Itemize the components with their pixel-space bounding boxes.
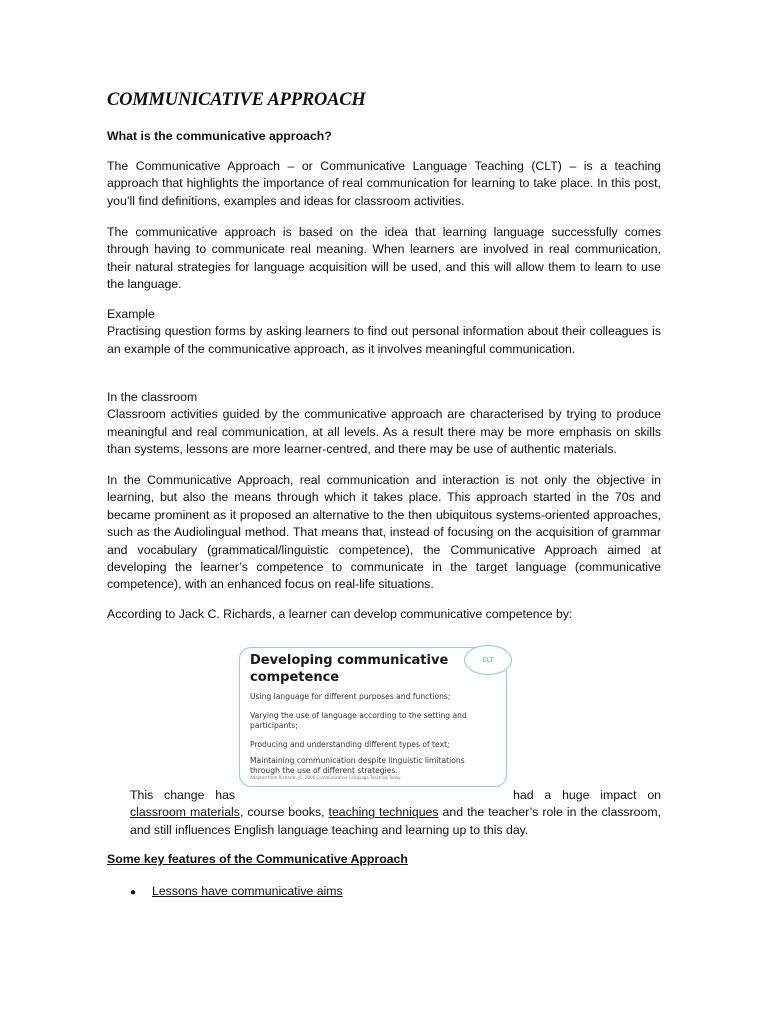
figure-source: Adapted from Richards, JC. 2006 Communicative Language Teaching Today [250,775,401,780]
bullet-text[interactable]: Lessons have communicative aims [152,884,343,898]
figure-item: Producing and understanding different types of text; [250,740,450,749]
teaching-techniques-link[interactable]: teaching techniques [328,805,439,820]
paragraph-history: In the Communicative Approach, real communication and interaction is not only the objective in learning, but also the means through which it takes place. This approach started in the 70s and became prominent as it proposed an alternative to the then ubiquitous systems-oriented approaches, such as the Audiolingual method. That means that, instead of focusing on the acquisition of grammar and vocabulary (grammatical/linguistic competence), the Communicative Approach aimed at developing the learner’s competence to communicate in the target language (communicative competence), with an enhanced focus on real-life situations. [107,473,661,592]
paragraph-basis: The communicative approach is based on the idea that learning language successfully comes through having to communicate real meaning. When learners are involved in real communication, their natural strategies for language acquisition will be used, and this will allow them to learn to use the language. [107,225,661,292]
classroom-heading: In the classroom [107,390,198,404]
example-text: Practising question forms by asking learners to find out personal information about their colleagues is an example of the communicative approach, as it involves meaningful communication. [107,324,661,356]
question-heading: What is the communicative approach? [107,129,332,143]
example-heading: Example [107,307,155,321]
page-title: COMMUNICATIVE APPROACH [107,90,366,110]
paragraph-definition: The Communicative Approach – or Communicative Language Teaching (CLT) – is a teaching approach that highlights the importance of real communication for learning to take place. In this post, you’ll find definitions, examples and ideas for classroom activities. [107,159,661,208]
impact-after-gap: had a huge impact on [513,788,661,802]
richards-intro: According to Jack C. Richards, a learner can develop communicative competence by: [107,607,573,621]
bullet-icon: ● [130,887,137,898]
classroom-materials-link[interactable]: classroom materials [130,805,240,820]
key-features-heading: Some key features of the Communicative Approach [107,852,408,866]
figure-item: Maintaining communication despite linguistic limitations through the use of different strategies. [250,756,465,775]
elt-badge: ELT [464,645,512,675]
figure-item: Using language for different purposes and functions; [250,692,451,701]
list-item [130,884,343,898]
competence-figure [239,647,507,787]
figure-title: Developing communicative competence [250,653,449,685]
impact-start: This change has [130,788,236,802]
impact-mid: , course books, [239,805,329,820]
figure-item: Varying the use of language according to the setting and participants; [250,711,467,730]
example-section [107,306,661,358]
impact-end: and the teacher’s role in the classroom, and still influences English language teaching and learning up to this day. [130,805,662,837]
paragraph-impact [130,787,661,839]
classroom-text: Classroom activities guided by the communicative approach are characterised by trying to produce meaningful and real communication, at all levels. As a result there may be more emphasis on skills than systems, lessons are more learner-centred, and there may be use of authentic materials. [107,407,661,457]
classroom-section [107,389,661,459]
